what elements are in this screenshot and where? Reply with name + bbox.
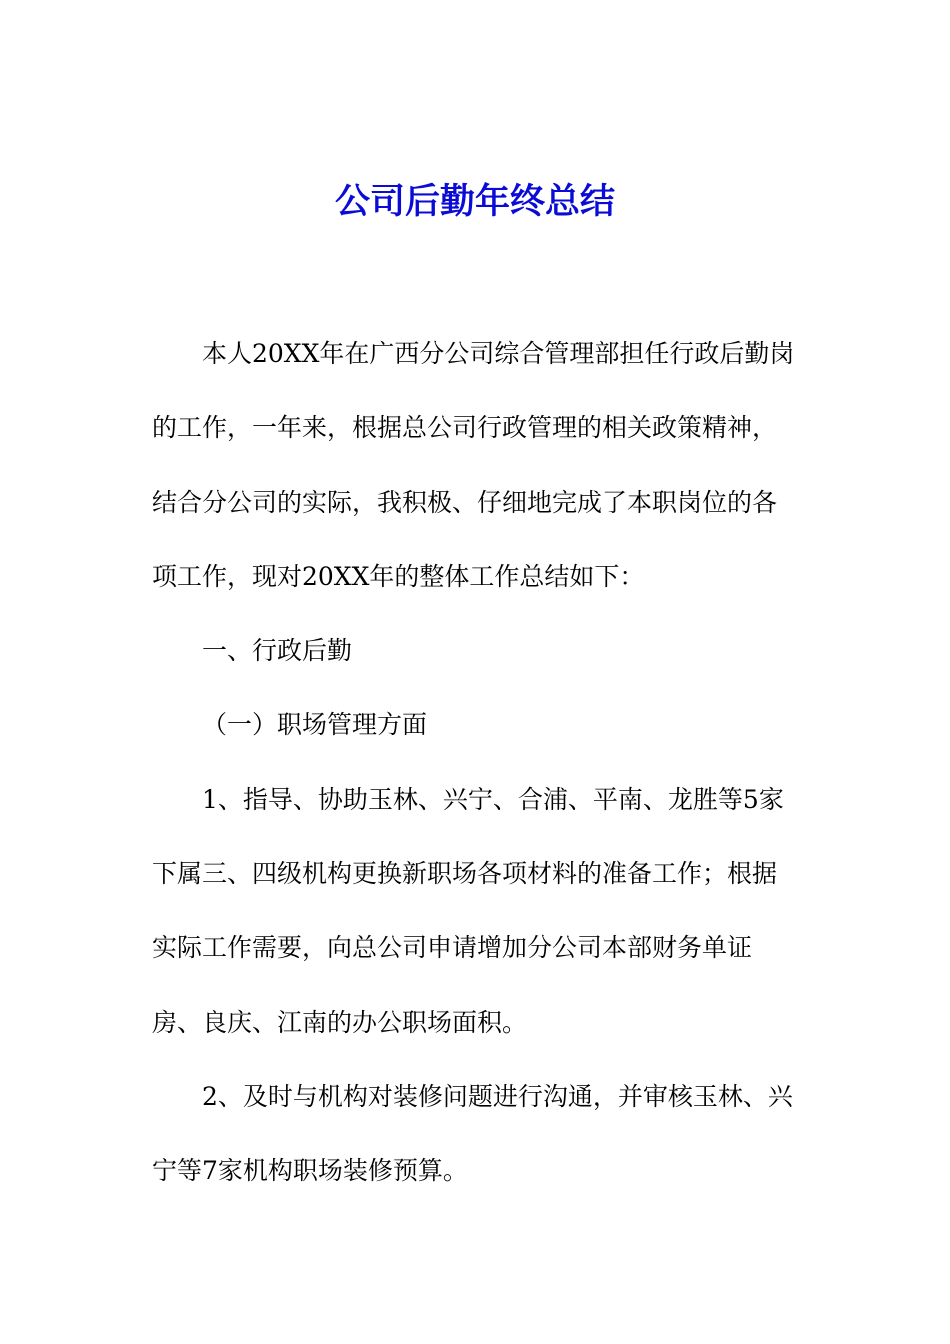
item-1-line-4: 房、良庆、江南的办公职场面积。 — [152, 1007, 528, 1037]
paragraph-intro-line-1: 本人20XX年在广西分公司综合管理部担任行政后勤岗 — [202, 339, 795, 368]
paragraph-intro-line-4: 项工作，现对20XX年的整体工作总结如下： — [152, 561, 645, 591]
item-2-line-1: 2、及时与机构对装修问题进行沟通，并审核玉林、兴 — [202, 1081, 793, 1111]
document-title: 公司后勤年终总结 — [334, 181, 615, 222]
paragraph-intro-line-3: 结合分公司的实际，我积极、仔细地完成了本职岗位的各 — [152, 487, 778, 517]
document-body — [152, 332, 804, 1224]
item-1-line-2: 下属三、四级机构更换新职场各项材料的准备工作；根据 — [152, 859, 778, 889]
paragraph-intro-line-2: 的工作，一年来，根据总公司行政管理的相关政策精神， — [152, 413, 778, 443]
subsection-heading: （一）职场管理方面 — [202, 710, 428, 740]
item-1-line-1: 1、指导、协助玉林、兴宁、合浦、平南、龙胜等5家 — [202, 784, 784, 814]
item-1-line-3: 实际工作需要，向总公司申请增加分公司本部财务单证 — [152, 933, 753, 963]
section-heading: 一、行政后勤 — [202, 636, 353, 666]
item-2-line-2: 宁等7家机构职场装修预算。 — [152, 1156, 468, 1186]
